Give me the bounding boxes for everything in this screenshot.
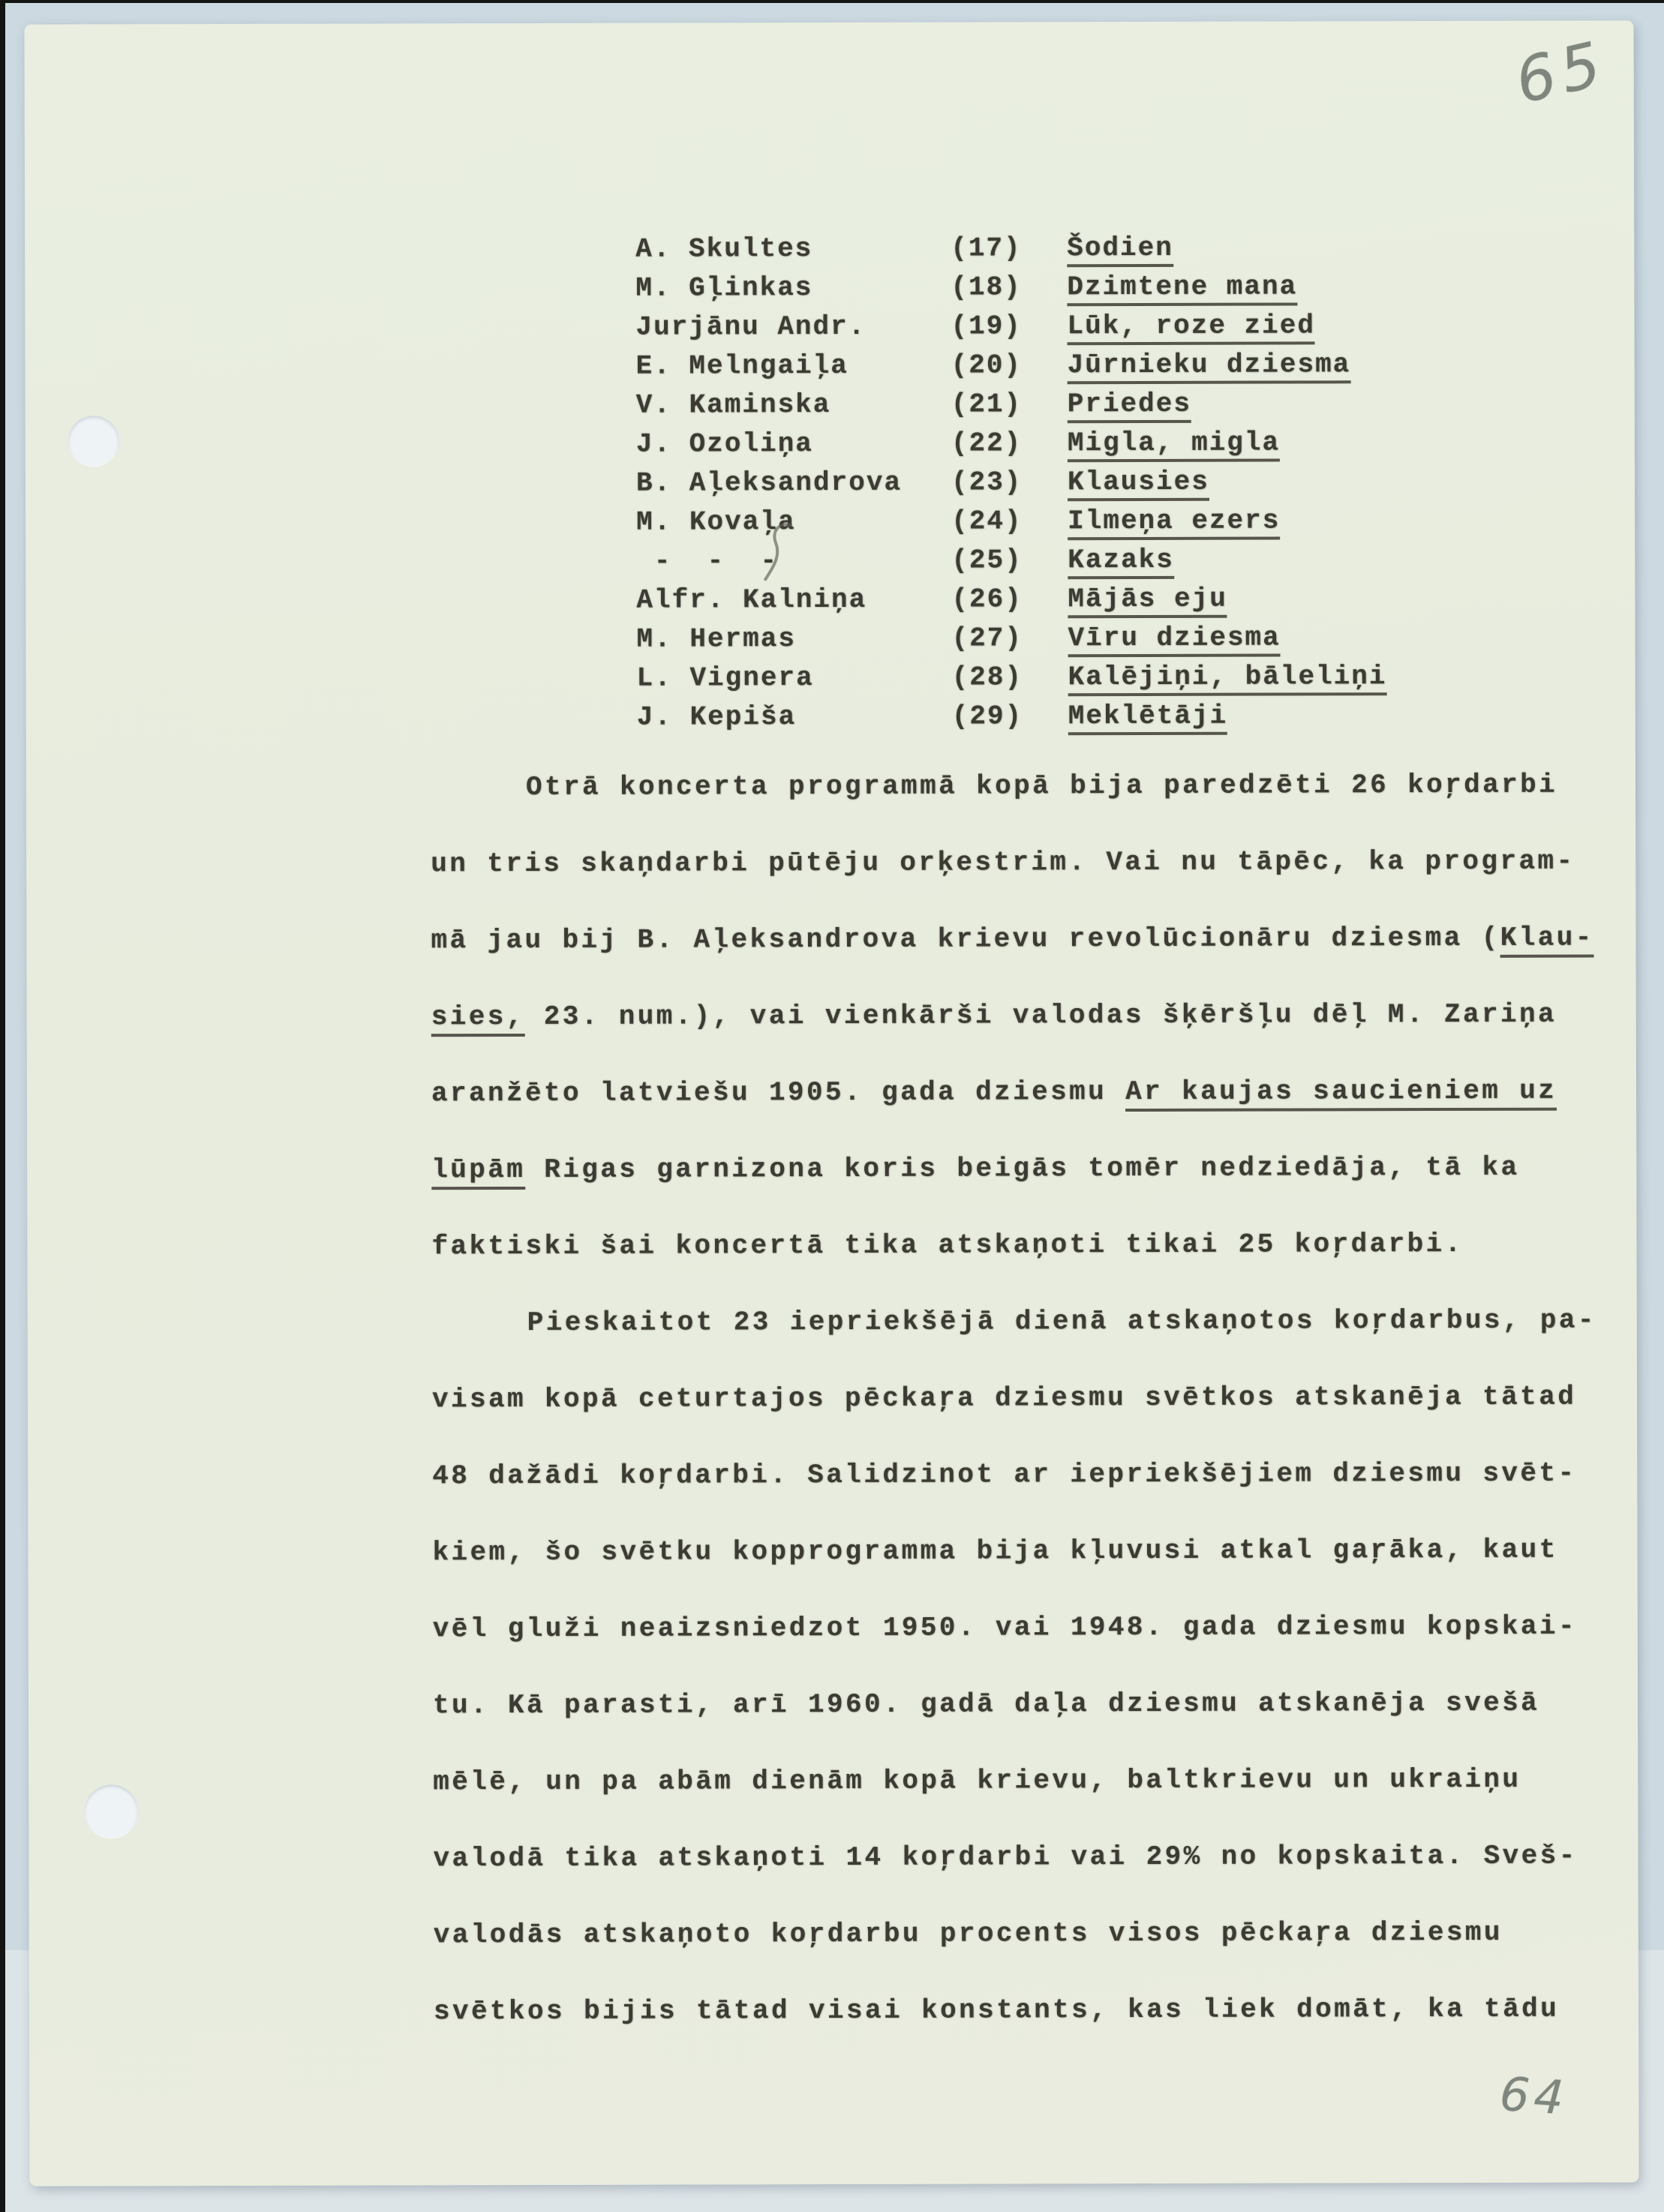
song-number: (25) [951, 545, 1023, 576]
song-title [1068, 619, 1280, 659]
song-number: (22) [951, 428, 1023, 459]
text-line [431, 1130, 1596, 1209]
handwritten-page-number-bottom: 64 [1497, 2066, 1570, 2126]
list-item [636, 462, 1386, 503]
song-title [1068, 657, 1387, 697]
song-number: (23) [951, 467, 1023, 498]
text-line [432, 1359, 1596, 1439]
text-line [433, 1665, 1597, 1745]
text-segment: visam kopā ceturtajos pēckaŗa dziesmu svētkos atskanēja tātad [431, 1381, 1577, 1415]
composer-name: Jurjānu Andr. [635, 311, 867, 343]
list-item [636, 540, 1386, 581]
composer-name: M. Kovaļa [636, 506, 796, 538]
song-title-text: Kalējiņi, bāleliņi [1068, 661, 1387, 696]
document-paper [24, 20, 1638, 2186]
list-item [636, 579, 1386, 620]
song-title-text: Meklētāji [1068, 701, 1228, 736]
list-item [635, 306, 1386, 347]
text-segment: valodā tika atskaņoti 14 koŗdarbi vai 29% no kopskaita. Sveš- [433, 1840, 1578, 1874]
text-line [434, 1895, 1598, 1974]
composer-name: - - - [636, 545, 779, 577]
song-title [1068, 345, 1351, 385]
composer-name: M. Gļinkas [635, 272, 813, 304]
underlined-text: sies, [431, 1001, 525, 1037]
text-segment: Pieskaitot 23 iepriekšējā dienā atskaņotos koŗdarbus, pa- [527, 1304, 1596, 1338]
list-item [636, 618, 1386, 659]
song-title-text: Priedes [1068, 389, 1191, 423]
song-number: (27) [951, 623, 1023, 654]
text-line [433, 1818, 1597, 1898]
text-segment: vēl gluži neaizsniedzot 1950. vai 1948. gada dziesmu kopskai- [432, 1610, 1577, 1645]
song-number: (18) [951, 272, 1022, 303]
text-line [431, 1053, 1596, 1133]
underlined-text: lūpām [431, 1154, 525, 1190]
composer-name: J. Ozoliņa [635, 428, 813, 460]
text-segment: Otrā koncerta programmā kopā bija paredzēti 26 koŗdarbi [525, 769, 1558, 803]
program-list [635, 228, 1387, 737]
text-line [432, 1283, 1596, 1362]
song-title-text: Klausies [1068, 467, 1209, 501]
composer-name: Alfr. Kalniņa [636, 584, 867, 616]
text-line [431, 977, 1596, 1056]
underlined-text: Ar kaujas saucieniem uz [1125, 1076, 1557, 1112]
pencil-squiggle [761, 521, 797, 585]
list-item [637, 657, 1387, 698]
body-text [431, 747, 1598, 2051]
song-title-text: Ilmeņa ezers [1068, 506, 1280, 541]
song-number: (19) [951, 311, 1022, 342]
text-segment: valodās atskaņoto koŗdarbu procents visos pēckaŗa dziesmu [433, 1916, 1503, 1951]
song-title [1068, 580, 1227, 620]
song-title [1067, 306, 1315, 346]
scan-edge-top [0, 0, 1664, 3]
text-segment: 23. num.), vai vienkārši valodas šķēršļu dēļ M. Zariņa [524, 998, 1557, 1032]
text-line [433, 1742, 1597, 1821]
hole-punch-bottom [84, 1784, 138, 1838]
handwritten-page-number-top: 65 [1509, 28, 1614, 119]
list-item [636, 423, 1386, 464]
song-title [1068, 463, 1209, 502]
composer-name: V. Kaminska [635, 389, 831, 421]
text-segment: tu. Kā parasti, arī 1960. gadā daļa dziesmu atskanēja svešā [432, 1687, 1540, 1721]
text-segment: aranžēto latviešu 1905. gada dziesmu [431, 1076, 1126, 1109]
list-item [636, 501, 1386, 542]
song-title-text: Dzimtene mana [1067, 271, 1297, 306]
list-item [635, 267, 1386, 308]
composer-name: E. Melngaiļa [635, 350, 849, 382]
song-title-text: Kazaks [1068, 545, 1174, 579]
song-title [1068, 541, 1174, 580]
text-line [431, 824, 1595, 903]
song-title-text: Šodien [1067, 233, 1173, 267]
song-title-text: Mājās eju [1068, 584, 1227, 619]
song-title-text: Lūk, roze zied [1067, 310, 1315, 345]
text-segment: mēlē, un pa abām dienām kopā krievu, baltkrievu un ukraiņu [433, 1763, 1521, 1798]
composer-name: B. Aļeksandrova [635, 467, 903, 499]
text-segment: kiem, šo svētku kopprogramma bija kļuvusi atkal gaŗāka, kaut [432, 1534, 1558, 1568]
song-title [1068, 424, 1280, 464]
underlined-text: Klau- [1500, 923, 1594, 958]
song-title [1068, 502, 1280, 542]
text-segment: faktiski šai koncertā tika atskaņoti tikai 25 koŗdarbi. [431, 1228, 1464, 1262]
list-item [636, 345, 1386, 386]
song-title [1067, 267, 1297, 307]
list-item [636, 384, 1386, 425]
text-line [431, 747, 1595, 827]
song-title [1068, 697, 1228, 737]
song-number: (17) [951, 233, 1022, 264]
composer-name: J. Kepiša [636, 701, 797, 733]
text-segment: Rigas garnizona koris beigās tomēr nedziedāja, tā ka [525, 1151, 1520, 1185]
text-line [431, 1206, 1596, 1286]
text-segment: svētkos bijis tātad visai konstants, kas liek domāt, ka tādu [433, 1993, 1560, 2027]
text-segment: un tris skaņdarbi pūtēju orķestrim. Vai nu tāpēc, ka program- [431, 845, 1575, 880]
hole-punch-top [68, 416, 119, 467]
scan-edge-left [0, 0, 5, 2212]
song-title [1068, 385, 1191, 424]
composer-name: A. Skultes [635, 233, 813, 265]
composer-name: M. Hermas [636, 623, 796, 655]
text-line [431, 900, 1595, 980]
song-title-text: Jūrnieku dziesma [1068, 349, 1351, 384]
text-line [434, 1971, 1598, 2051]
song-number: (20) [951, 350, 1023, 381]
song-title-text: Migla, migla [1068, 428, 1280, 463]
text-segment: mā jau bij B. Aļeksandrova krievu revolūcionāru dziesma ( [431, 922, 1500, 956]
list-item [635, 228, 1386, 269]
text-line [433, 1589, 1597, 1668]
song-number: (29) [951, 701, 1023, 732]
text-line [432, 1436, 1596, 1515]
song-title-text: Vīru dziesma [1068, 623, 1280, 658]
song-number: (26) [951, 584, 1023, 615]
text-line [432, 1512, 1596, 1592]
text-segment: 48 dažādi koŗdarbi. Salidzinot ar iepriekšējiem dziesmu svēt- [432, 1457, 1577, 1492]
song-number: (21) [951, 389, 1023, 420]
song-number: (24) [951, 506, 1023, 537]
list-item [637, 696, 1387, 737]
song-number: (28) [951, 662, 1023, 693]
song-title [1067, 229, 1173, 268]
composer-name: L. Vignera [636, 662, 814, 694]
